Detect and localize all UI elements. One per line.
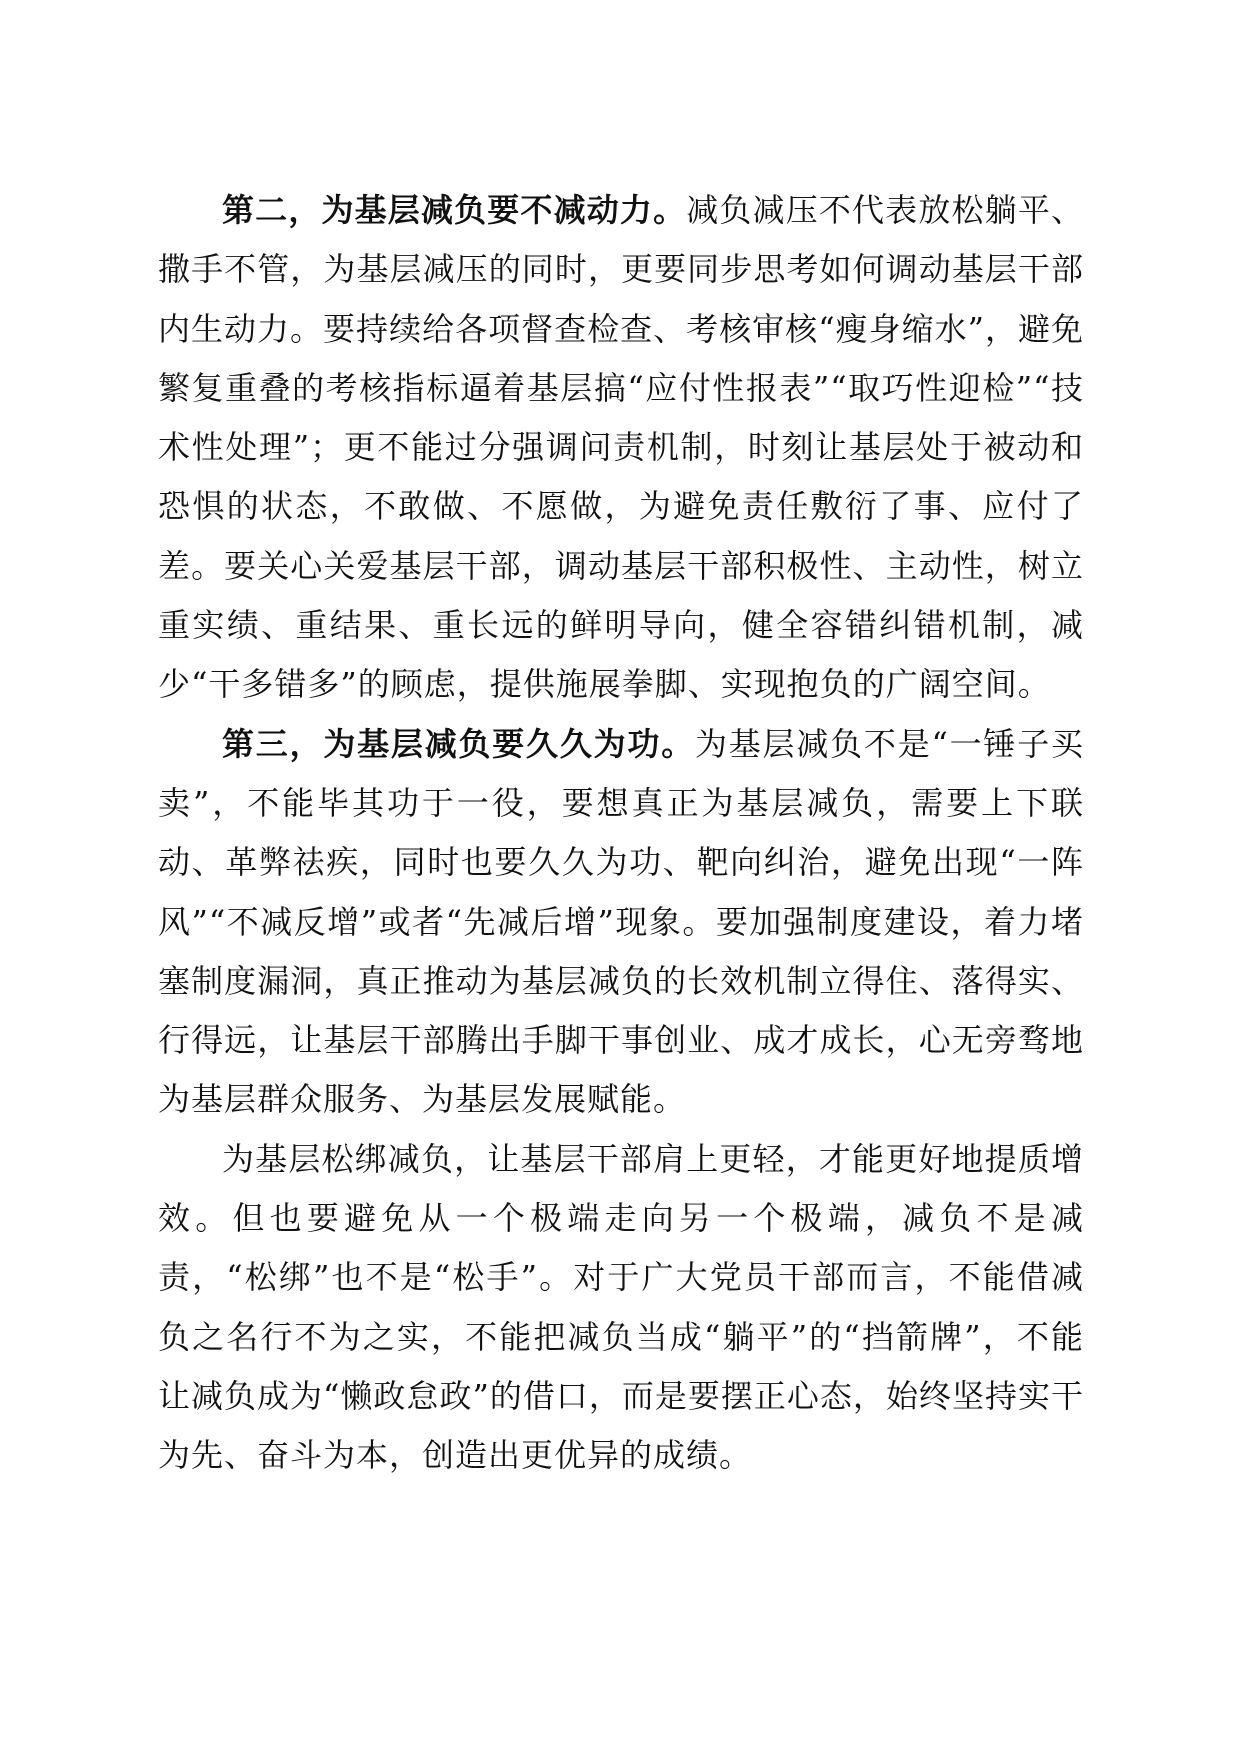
paragraph-third-point xyxy=(158,715,1084,1130)
paragraph-lead-bold: 第二，为基层减负要不减动力。 xyxy=(222,191,687,229)
paragraph-text: 减负减压不代表放松躺平、撒手不管，为基层减压的同时，更要同步思考如何调动基层干部内生动力。要持续给各项督查检查、考核审核“瘦身缩水”，避免繁复重叠的考核指标逼着基层搞“应付性报表”“取巧性迎检”“技术性处理”；更不能过分强调问责机制，时刻让基层处于被动和恐惧的状态，不敢做、不愿做，为避免责任敷衍了事、应付了差。要关心关爱基层干部，调动基层干部积极性、主动性，树立重实绩、重结果、重长远的鲜明导向，健全容错纠错机制，减少“干多错多”的顾虑，提供施展拳脚、实现抱负的广阔空间。 xyxy=(158,191,1084,704)
paragraph-text: 为基层松绑减负，让基层干部肩上更轻，才能更好地提质增效。但也要避免从一个极端走向另一个极端，减负不是减责，“松绑”也不是“松手”。对于广大党员干部而言，不能借减负之名行不为之实，不能把减负当成“躺平”的“挡箭牌”，不能让减负成为“懒政怠政”的借口，而是要摆正心态，始终坚持实干为先、奋斗为本，创造出更优异的成绩。 xyxy=(158,1139,1084,1475)
document-body xyxy=(158,181,1084,1486)
paragraph-conclusion xyxy=(158,1130,1084,1486)
paragraph-lead-bold: 第三，为基层减负要久久为功。 xyxy=(222,724,695,763)
paragraph-text: 为基层减负不是“一锤子买卖”，不能毕其功于一役，要想真正为基层减负，需要上下联动、革弊祛疾，同时也要久久为功、靶向纠治，避免出现“一阵风”“不减反增”或者“先减后增”现象。要加强制度建设，着力堵塞制度漏洞，真正推动为基层减负的长效机制立得住、落得实、行得远，让基层干部腾出手脚干事创业、成才成长，心无旁骛地为基层群众服务、为基层发展赋能。 xyxy=(158,724,1084,1119)
paragraph-second-point xyxy=(158,181,1084,715)
